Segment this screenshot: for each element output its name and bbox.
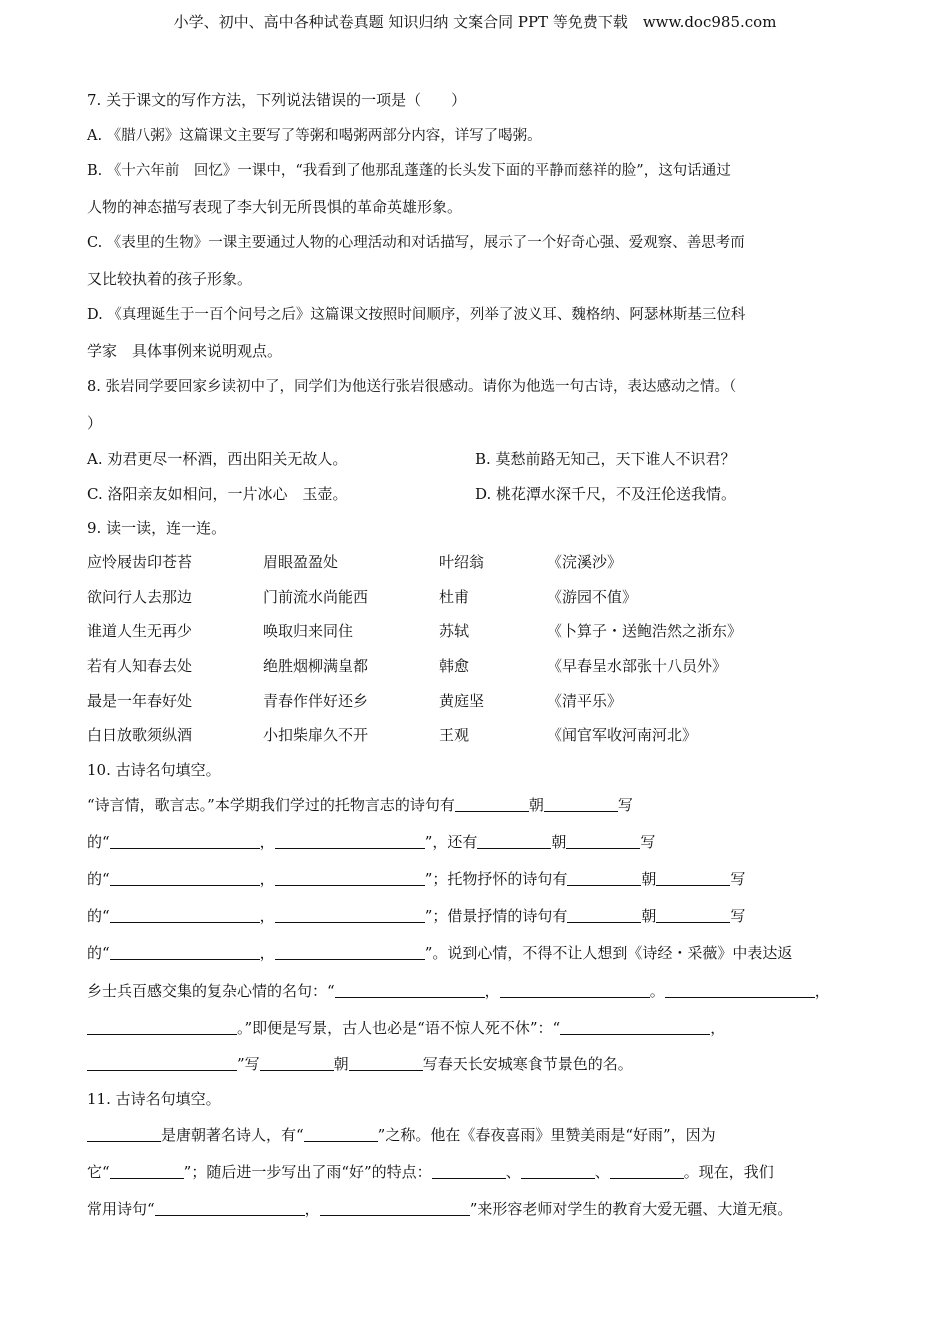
blank[interactable] [500, 982, 650, 998]
q10-text: 写 [640, 833, 656, 851]
q11-line-1 [87, 1124, 716, 1146]
q7-option-a: A. 《腊八粥》这篇课文主要写了等粥和喝粥两部分内容，详写了喝粥。 [87, 128, 542, 144]
q9-col3-author: 黄庭坚 [439, 692, 485, 710]
q9-col4-title: 《游园不值》 [547, 588, 638, 606]
blank[interactable] [335, 982, 485, 998]
q10-text: 写 [730, 870, 746, 888]
blank[interactable] [155, 1200, 305, 1216]
q11-text: 常用诗句“ [87, 1200, 155, 1218]
q10-text: 写 [617, 796, 633, 814]
q10-text: ”；托物抒怀的诗句有 [424, 870, 568, 888]
q9-col1-item: 白日放歌须纵酒 [87, 726, 193, 744]
q11-text: ”；随后进一步写出了雨“好”的特点： [183, 1163, 432, 1181]
q10-text: ”。说到心情，不得不让人想到《诗经・采薇》中表达返 [424, 944, 793, 962]
blank[interactable] [275, 833, 425, 849]
q10-text: 写春天长安城寒食节景色的名。 [422, 1055, 633, 1073]
q10-text: 的“ [87, 907, 110, 925]
q7-option-d-cont: 学家 具体事例来说明观点。 [87, 342, 283, 360]
q11-text: 。现在，我们 [683, 1163, 774, 1181]
blank[interactable] [110, 870, 260, 886]
q9-col2-item: 小扣柴扉久不开 [263, 726, 369, 744]
q10-line-5 [87, 942, 792, 964]
blank[interactable] [110, 833, 260, 849]
q9-col2-item: 青春作伴好还乡 [263, 692, 369, 710]
q10-line-4 [87, 905, 745, 927]
q9-col1-item: 谁道人生无再少 [87, 622, 193, 640]
q7-option-c-cont: 又比较执着的孩子形象。 [87, 270, 253, 288]
q7-option-c: C. 《表里的生物》一课主要通过人物的心理活动和对话描写，展示了一个好奇心强、爱观察、善思考而 [87, 235, 745, 251]
q11-text: 、 [594, 1163, 610, 1181]
page-header: 小学、初中、高中各种试卷真题 知识归纳 文案合同 PPT 等免费下载 www.doc985.com [173, 13, 777, 31]
q9-col1-item: 若有人知春去处 [87, 657, 193, 675]
q9-col3-author: 王观 [439, 726, 470, 744]
q10-text: 。 [649, 982, 665, 1000]
q10-text: ， [710, 1019, 726, 1037]
blank[interactable] [567, 907, 641, 923]
q10-text: 乡士兵百感交集的复杂心情的名句：“ [87, 982, 335, 1000]
blank[interactable] [567, 870, 641, 886]
blank[interactable] [656, 870, 730, 886]
q8-option-d: D. 桃花潭水深千尺，不及汪伦送我情。 [475, 485, 737, 503]
q7-option-d: D. 《真理诞生于一百个问号之后》这篇课文按照时间顺序，列举了波义耳、魏格纳、阿瑟林斯基三位科 [87, 307, 746, 323]
q8-option-c: C. 洛阳亲友如相问，一片冰心 玉壶。 [87, 485, 348, 503]
q10-text: 朝 [551, 833, 567, 851]
q11-stem: 11. 古诗名句填空。 [87, 1090, 221, 1108]
blank[interactable] [544, 796, 618, 812]
q10-line-2 [87, 831, 655, 853]
q10-text: ”，还有 [424, 833, 478, 851]
blank[interactable] [110, 1163, 184, 1179]
q9-col4-title: 《清平乐》 [547, 692, 623, 710]
q11-text: ”来形容老师对学生的教育大爱无疆、大道无痕。 [469, 1200, 793, 1218]
q10-text: ， [259, 833, 275, 851]
q9-col4-title: 《浣溪沙》 [547, 553, 623, 571]
q10-text: 朝 [333, 1055, 349, 1073]
q9-col1-item: 最是一年春好处 [87, 692, 193, 710]
q10-text: ”；借景抒情的诗句有 [424, 907, 568, 925]
blank[interactable] [521, 1163, 595, 1179]
blank[interactable] [110, 907, 260, 923]
q9-col1-item: 欲问行人去那边 [87, 588, 193, 606]
q10-text: 朝 [641, 907, 657, 925]
q10-text: 写 [730, 907, 746, 925]
q10-text: ， [814, 982, 830, 1000]
blank[interactable] [304, 1126, 378, 1142]
q10-line-7 [87, 1017, 725, 1039]
q9-col4-title: 《早春呈水部张十八员外》 [547, 657, 728, 675]
q9-col2-item: 门前流水尚能西 [263, 588, 369, 606]
q9-col1-item: 应怜屐齿印苍苔 [87, 553, 193, 571]
q9-col3-author: 叶绍翁 [439, 553, 485, 571]
blank[interactable] [260, 1055, 334, 1071]
q11-text: ”之称。他在《春夜喜雨》里赞美雨是“好雨”，因为 [377, 1126, 716, 1144]
blank[interactable] [566, 833, 640, 849]
blank[interactable] [87, 1126, 161, 1142]
blank[interactable] [477, 833, 551, 849]
q10-text: 的“ [87, 870, 110, 888]
q9-col2-item: 唤取归来同住 [263, 622, 354, 640]
blank[interactable] [110, 944, 260, 960]
q8-option-a: A. 劝君更尽一杯酒，西出阳关无故人。 [87, 450, 348, 468]
q7-option-b-cont: 人物的神态描写表现了李大钊无所畏惧的革命英雄形象。 [87, 198, 463, 216]
blank[interactable] [610, 1163, 684, 1179]
q7-option-b: B. 《十六年前 回忆》一课中，“我看到了他那乱蓬蓬的长头发下面的平静而慈祥的脸”，这句话通过 [87, 163, 731, 179]
blank[interactable] [275, 907, 425, 923]
q10-text: 朝 [641, 870, 657, 888]
blank[interactable] [560, 1019, 710, 1035]
blank[interactable] [320, 1200, 470, 1216]
q8-stem: 8. 张岩同学要回家乡读初中了，同学们为他送行张岩很感动。请你为他选一句古诗，表达感动之情。（ [87, 379, 737, 395]
blank[interactable] [275, 944, 425, 960]
q10-text: 朝 [528, 796, 544, 814]
blank[interactable] [665, 982, 815, 998]
q9-col2-item: 绝胜烟柳满皇都 [263, 657, 369, 675]
q10-text: 的“ [87, 944, 110, 962]
q10-text: ， [484, 982, 500, 1000]
q10-text: ， [259, 907, 275, 925]
blank[interactable] [87, 1019, 237, 1035]
blank[interactable] [432, 1163, 506, 1179]
q10-text: “诗言情，歌言志。”本学期我们学过的托物言志的诗句有 [87, 796, 455, 814]
q10-line-1 [87, 794, 633, 816]
q9-col2-item: 眉眼盈盈处 [263, 553, 339, 571]
q10-text: ， [259, 870, 275, 888]
q10-text: 的“ [87, 833, 110, 851]
q10-text: ”写 [237, 1055, 260, 1073]
blank[interactable] [87, 1055, 237, 1071]
q8-option-b: B. 莫愁前路无知己，天下谁人不识君？ [475, 450, 736, 468]
q9-col3-author: 苏轼 [439, 622, 470, 640]
q10-line-3 [87, 868, 745, 890]
blank[interactable] [656, 907, 730, 923]
q9-col4-title: 《闻官军收河南河北》 [547, 726, 698, 744]
q9-col3-author: 韩愈 [439, 657, 470, 675]
blank[interactable] [349, 1055, 423, 1071]
q11-text: 是唐朝著名诗人，有“ [161, 1126, 304, 1144]
q11-line-2 [87, 1161, 774, 1183]
q11-line-3 [87, 1198, 792, 1220]
q10-line-6 [87, 980, 830, 1002]
q9-col4-title: 《卜算子・送鲍浩然之浙东》 [547, 622, 743, 640]
q9-col3-author: 杜甫 [439, 588, 470, 606]
q11-text: ， [304, 1200, 320, 1218]
q8-stem-cont: ） [87, 414, 103, 432]
q11-text: 、 [505, 1163, 521, 1181]
q9-stem: 9. 读一读，连一连。 [87, 519, 227, 537]
blank[interactable] [455, 796, 529, 812]
q11-text: 它“ [87, 1163, 110, 1181]
q10-text: ， [259, 944, 275, 962]
q10-text: 。”即便是写景，古人也必是“语不惊人死不休”：“ [237, 1019, 561, 1037]
q10-stem: 10. 古诗名句填空。 [87, 761, 221, 779]
q7-stem: 7. 关于课文的写作方法，下列说法错误的一项是（ ） [87, 91, 467, 109]
q10-line-8 [87, 1053, 633, 1075]
blank[interactable] [275, 870, 425, 886]
